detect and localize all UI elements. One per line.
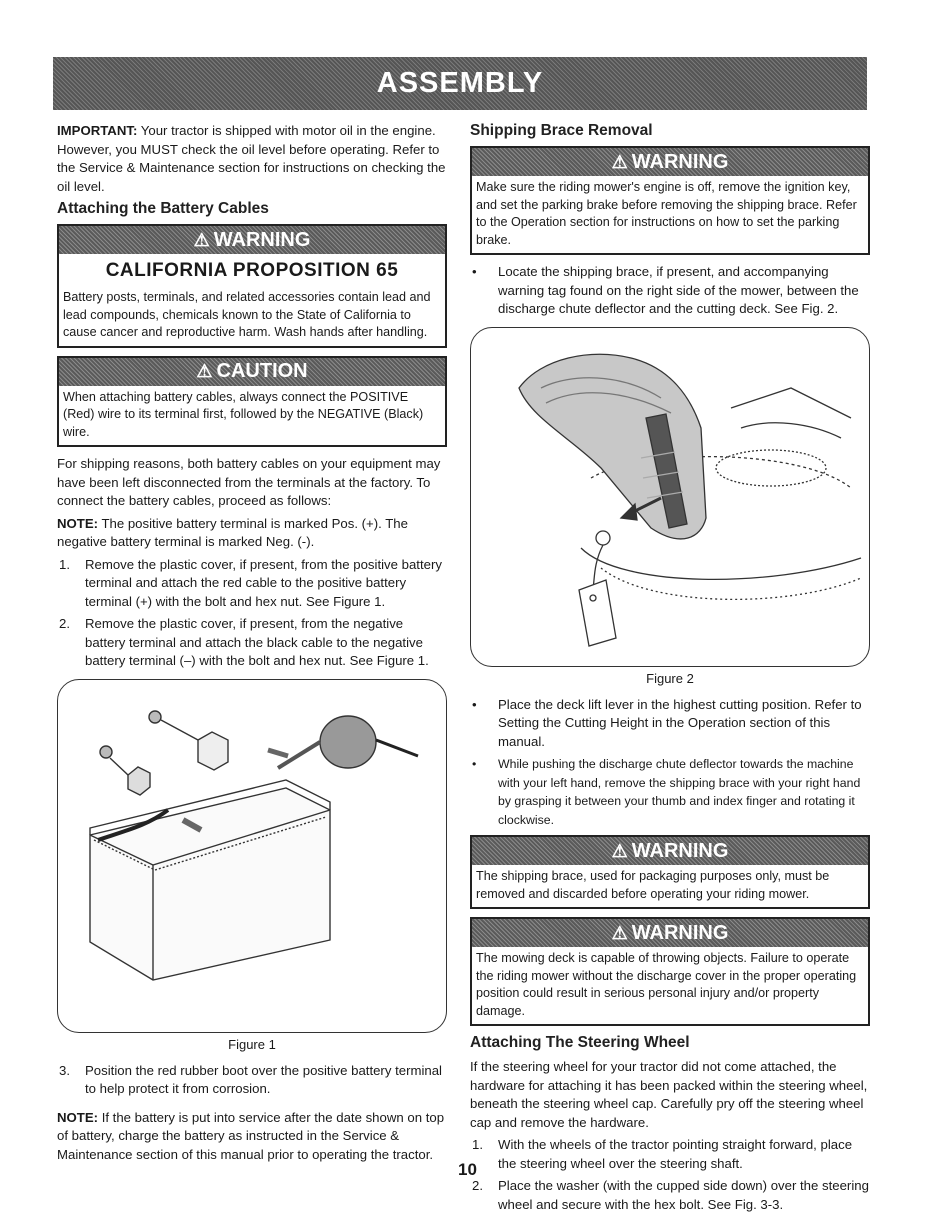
step-item: 2. Place the washer (with the cupped side down) over the steering wheel and secure with the hex bolt. See Fig. 3-3. — [472, 1178, 869, 1212]
battery-steps — [57, 556, 447, 671]
warning-body: The mowing deck is capable of throwing objects. Failure to operate the riding mower without the discharge cover in the proper operating position could result in serious personal injury and/or property damage. — [476, 951, 857, 1018]
page-number: 10 — [458, 1160, 477, 1179]
step-item: 1. Remove the plastic cover, if present, from the positive battery terminal and attach the red cable to the positive battery terminal (+) with the bolt and hex nut. See Figure 1. — [59, 556, 442, 609]
step-item: 2. Remove the plastic cover, if present, from the negative battery terminal and attach the black cable to the negative battery terminal (–) with the bolt and hex nut. See Figure 1. — [59, 616, 429, 668]
battery-diagram — [58, 680, 446, 1030]
figure-2-caption: Figure 2 — [646, 670, 694, 686]
caution-header: ⚠ CAUTION — [59, 358, 445, 386]
warning-triangle-icon: ⚠ — [193, 229, 210, 250]
important-paragraph: IMPORTANT: Your tractor is shipped with motor oil in the engine. However, you MUST check the oil level before operating. Refer to the Service & Maintenance section for instructions on checking the oil level. — [57, 123, 446, 194]
bullet-icon: • — [472, 696, 477, 712]
mowing-deck-warning-box — [470, 917, 870, 1026]
shipping-brace-diagram — [471, 328, 867, 664]
figure-1-caption: Figure 1 — [228, 1036, 276, 1052]
note-paragraph: NOTE: The positive battery terminal is marked Pos. (+). The negative battery terminal is marked Neg. (-). — [57, 515, 408, 549]
brace-warning-box — [470, 146, 870, 255]
brace-heading: Shipping Brace Removal — [470, 122, 653, 139]
caution-triangle-icon: ⚠ — [196, 361, 213, 381]
warning-body: Battery posts, terminals, and related accessories contain lead and lead compounds, chemicals known to the State of California to cause cancer and reproductive harm. Wash hands after handling. — [63, 290, 431, 339]
warning-triangle-icon: ⚠ — [611, 840, 628, 861]
warning-header: ⚠ WARNING — [472, 148, 868, 176]
battery-step-3 — [57, 1062, 447, 1099]
section-banner — [53, 57, 867, 110]
prop65-title: CALIFORNIA PROPOSITION 65 — [105, 260, 399, 281]
brace-bullets — [470, 263, 870, 319]
bullet-item: • Locate the shipping brace, if present, and accompanying warning tag found on the right side of the mower, between the discharge chute deflector and the cutting deck. See Fig. 2. — [472, 264, 859, 316]
right-column — [470, 120, 870, 1218]
bullet-item: • While pushing the discharge chute deflector towards the machine with your left hand, remove the shipping brace with your right hand by grasping it between your thumb and index finger and rotating it clockwise. — [472, 757, 861, 827]
warning-header: ⚠ WARNING — [472, 919, 868, 947]
steering-paragraph: If the steering wheel for your tractor did not come attached, the hardware for attaching it has been packed within the steering wheel, beneath the steering wheel cap. Carefully pry off the steering wheel cap and remove the hardware. — [470, 1059, 868, 1130]
battery-heading: Attaching the Battery Cables — [57, 200, 269, 217]
steering-heading: Attaching The Steering Wheel — [470, 1034, 690, 1051]
brace-bullets-2 — [470, 696, 870, 830]
figure-2-shipping-brace-illustration — [470, 327, 870, 667]
bullet-icon: • — [472, 264, 477, 279]
warning-header: ⚠ WARNING — [472, 837, 868, 865]
section-title: ASSEMBLY — [376, 67, 544, 99]
warning-triangle-icon: ⚠ — [611, 922, 628, 943]
step-item: 3. Position the red rubber boot over the positive battery terminal to help protect it from corrosion. — [59, 1062, 442, 1096]
note-paragraph-2: NOTE: If the battery is put into service after the date shown on top of battery, charge the battery as instructed in the Service & Maintenance section of this manual prior to operating the tractor. — [57, 1109, 445, 1162]
discard-brace-warning-box — [470, 835, 870, 909]
shipping-paragraph: For shipping reasons, both battery cables on your equipment may have been left disconnected from the terminals at the factory. To connect the battery cables, proceed as follows: — [57, 456, 441, 508]
bullet-icon: • — [472, 757, 477, 771]
caution-box — [57, 356, 447, 448]
left-column — [57, 122, 447, 1168]
warning-triangle-icon: ⚠ — [611, 151, 628, 172]
bullet-item: • Place the deck lift lever in the highest cutting position. Refer to Setting the Cutting Height in the Operation section of this manual. — [472, 696, 862, 749]
warning-header: ⚠ WARNING — [59, 226, 445, 254]
warning-body: The shipping brace, used for packaging purposes only, must be removed and discarded before operating your riding mower. — [476, 869, 830, 901]
caution-body: When attaching battery cables, always connect the POSITIVE (Red) wire to its terminal first, followed by the NEGATIVE (Black) wire. — [63, 389, 424, 439]
warning-body: Make sure the riding mower's engine is off, remove the ignition key, and set the parking brake before removing the shipping brace. Refer to the Operation section for instructions on how to set the parking brake. — [476, 180, 857, 247]
prop65-warning-box — [57, 224, 447, 348]
step-item: 1. With the wheels of the tractor pointing straight forward, place the steering wheel over the steering shaft. — [472, 1137, 853, 1171]
figure-1-battery-illustration — [57, 679, 447, 1033]
